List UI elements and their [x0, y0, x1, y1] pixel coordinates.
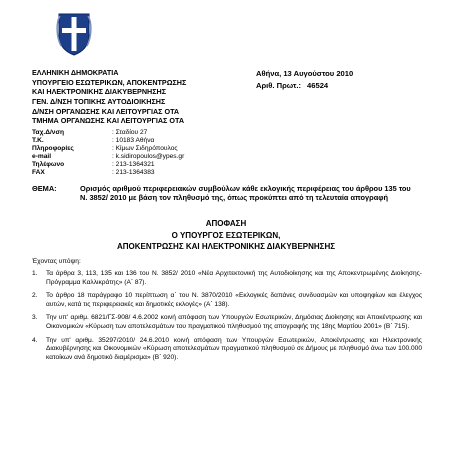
item-number: 3. [32, 314, 38, 322]
contact-label: Τ.Κ. [32, 137, 44, 145]
header-line: Δ/ΝΣΗ ΟΡΓΑΝΩΣΗΣ ΚΑΙ ΛΕΙΤΟΥΡΓΙΑΣ ΟΤΑ [32, 106, 180, 116]
contact-row [32, 161, 184, 169]
contact-label: Ταχ.Δ/νση [32, 129, 64, 136]
header-line: ΚΑΙ ΗΛΕΚΤΡΟΝΙΚΗΣ ΔΙΑΚΥΒΕΡΝΗΣΗΣ [32, 87, 167, 97]
contact-label: e-mail [32, 153, 52, 161]
department-header [32, 97, 184, 126]
list-item [32, 270, 422, 287]
subject-text: Ορισμός αριθμού περιφερειακών συμβούλων κάθε εκλογικής περιφέρειας του άρθρου 135 του Ν. 3852/ 2010 με βάση τον πληθυσμό της, όπως προκύπτει από τη τελευταία απογραφή [80, 184, 411, 203]
item-text: Το άρθρο 18 παράγραφο 10 περίπτωση α΄ του Ν. 3870/2010 «Εκλογικές δαπάνες συνδυασμών και υποψηφίων και έλεγχος αυτών, κατά τις περιφερειακές και δημοτικές εκλογές» (Α΄ 138). [46, 292, 422, 308]
item-number: 4. [32, 336, 38, 344]
contact-label: FAX [32, 169, 45, 177]
item-text: Την υπ' αριθμ. 6821/ΓΣ-908/ 4.6.2002 κοινή απόφαση των Υπουργών Εσωτερικών, Δημόσιας Διοίκησης και Αποκέντρωσης και Οικονομικών «Κύρωση των αποτελεσμάτων του πραγματικού πληθυσμού της απογραφής της 18ης Μαρτίου 2001» (Β΄ 715). [46, 314, 422, 330]
contact-row [32, 137, 184, 145]
contact-value: : 10183 Αθήνα [112, 137, 155, 145]
considerations-intro: Έχοντας υπόψη: [32, 258, 81, 265]
contact-value: : k.sidiropoulos@ypes.gr [112, 153, 185, 161]
header-line: ΓΕΝ. Δ/ΝΣΗ ΤΟΠΙΚΗΣ ΑΥΤΟΔΙΟΙΚΗΣΗΣ [32, 97, 166, 106]
subject-label: ΘΕΜΑ: [32, 184, 57, 193]
header-line: ΕΛΛΗΝΙΚΗ ΔΗΜΟΚΡΑΤΙΑ [32, 68, 119, 77]
item-number: 2. [32, 292, 38, 300]
header-line: ΥΠΟΥΡΓΕΙΟ ΕΣΩΤΕΡΙΚΩΝ, ΑΠΟΚΕΝΤΡΩΣΗΣ [32, 77, 187, 87]
contact-details [32, 129, 184, 178]
contact-row [32, 129, 184, 137]
contact-value: : 213-1364321 [112, 161, 155, 169]
list-item [32, 314, 422, 331]
item-text: Τα άρθρα 3, 113, 135 και 136 του Ν. 3852/ 2010 «Νέα Αρχιτεκτονική της Αυτοδιοίκησης και της Αποκεντρωμένης Διοίκησης- Πρόγραμμα Καλλικράτης» (Α΄ 87). [46, 270, 422, 286]
item-text: Την υπ' αριθμ. 35297/2010/ 24.6.2010 κοινή απόφαση των Υπουργών Εσωτερικών, Αποκέντρωσης και Ηλεκτρονικής Διακυβέρνησης και Οικονομικών «Κύρωση αποτελεσμάτων πραγματικού πληθυσμού σε Δήμους με πληθυσμό άνω των 100.000 κατοίκων ανά δημοτικό διαμέρισμα» (Β΄ 920). [46, 336, 422, 361]
contact-value: : 213-1364383 [112, 169, 155, 177]
list-item [32, 292, 422, 309]
protocol-number-line [256, 80, 353, 92]
ministry-line: ΑΠΟΚΕΝΤΡΩΣΗΣ ΚΑΙ ΗΛΕΚΤΡΟΝΙΚΗΣ ΔΙΑΚΥΒΕΡΝΗΣΗΣ [116, 242, 336, 251]
contact-label: Τηλέφωνο [32, 161, 65, 169]
considerations-list [32, 270, 422, 367]
minister-line: Ο ΥΠΟΥΡΓΟΣ ΕΣΩΤΕΡΙΚΩΝ, [171, 230, 281, 240]
contact-row [32, 169, 184, 177]
date-protocol-block [256, 68, 353, 92]
protocol-number: 46524 [307, 81, 329, 90]
protocol-label: Αριθ. Πρωτ.: [256, 81, 302, 90]
list-item [32, 337, 422, 363]
greek-coat-of-arms-icon [56, 12, 92, 56]
ministry-header [32, 68, 186, 97]
decision-title: ΑΠΟΦΑΣΗ [205, 219, 247, 228]
contact-label: Πληροφορίες [32, 145, 74, 153]
header-line: ΤΜΗΜΑ ΟΡΓΑΝΩΣΗΣ ΚΑΙ ΛΕΙΤΟΥΡΓΙΑΣ ΟΤΑ [32, 116, 185, 126]
contact-value: : Σταδίου 27 [112, 129, 148, 136]
decision-heading [0, 218, 452, 253]
contact-row [32, 145, 184, 153]
contact-value: : Κίμων Σιδηρόπουλος [112, 145, 178, 153]
item-number: 1. [32, 270, 38, 277]
document-date: Αθήνα, 13 Αυγούστου 2010 [256, 69, 354, 78]
